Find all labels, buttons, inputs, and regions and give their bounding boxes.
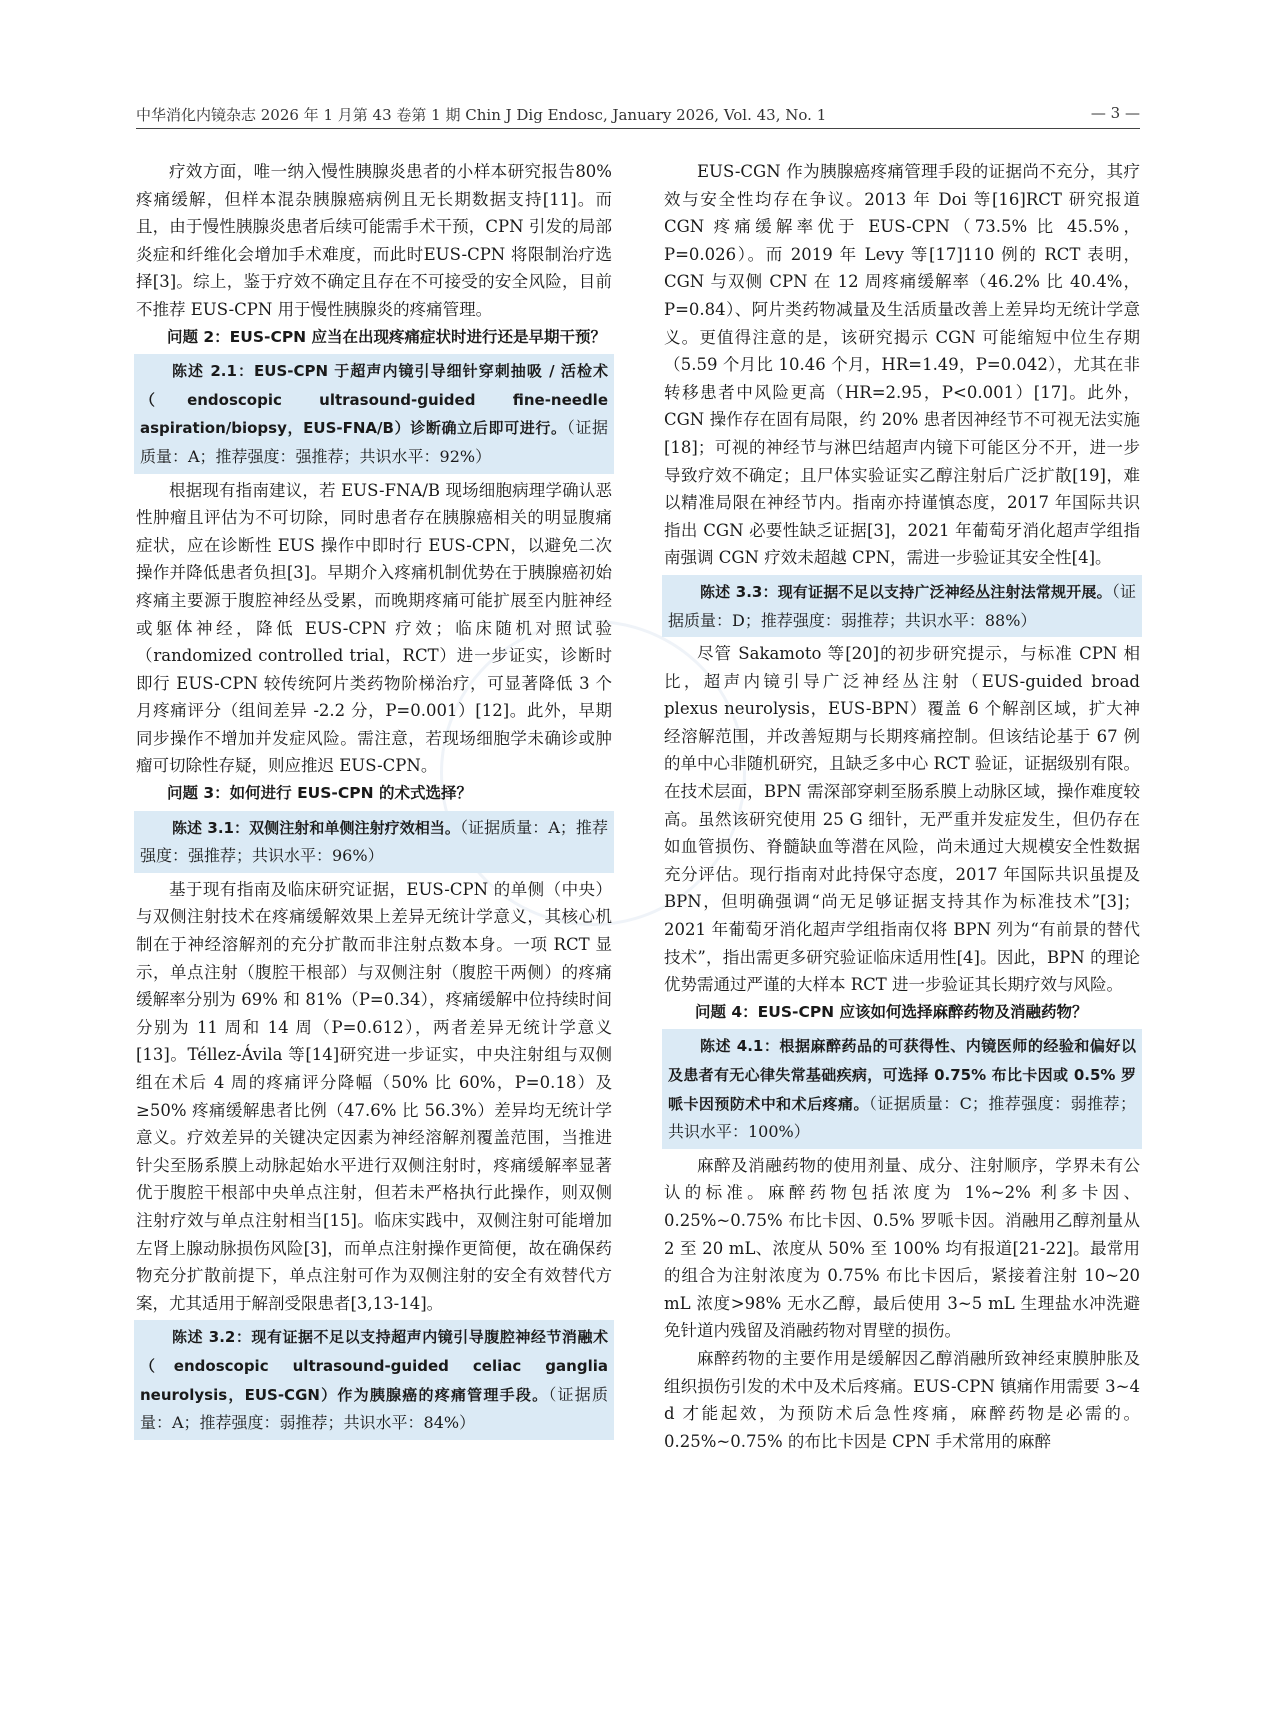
running-header — [136, 104, 1140, 130]
statement-meta: （证据质量：D；推荐强度：弱推荐；共识水平：88%） — [668, 581, 1136, 630]
question-heading: 问题 2：EUS-CPN 应当在出现疼痛症状时进行还是早期干预？ — [167, 327, 607, 346]
statement-meta: （证据质量：C；推荐强度：弱推荐；共识水平：100%） — [668, 1093, 1136, 1142]
statement-box — [134, 354, 614, 473]
paragraph: 尽管 Sakamoto 等[20]的初步研究提示，与标准 CPN 相比，超声内镜引导广泛神经丛注射（EUS-guided broad plexus neurolysis，EUS-BPN）覆盖 6 个解剖区域，扩大神经溶解范围，并改善短期与长期疼痛控制。但该结论基于 67 例的单中心非随机研究，且缺乏多中心 RCT 验证，证据级别有限。在技术层面，BPN 需深部穿刺至肠系膜上动脉区域，操作难度较高。虽然该研究使用 25 G 细针，无严重并发症发生，但仍存在如血管损伤、脊髓缺血等潜在风险，尚未通过大规模安全性数据充分评估。现行指南对此持保守态度，2017 年国际共识虽提及 BPN，但明确强调“尚无足够证据支持其作为标准技术”[3]；2021 年葡萄牙消化超声学组指南仅将 BPN 列为“有前景的替代技术”，指出需更多研究验证临床适用性[4]。因此，BPN 的理论优势需通过严谨的大样本 RCT 进一步验证其长期疗效与风险。 — [664, 644, 1140, 995]
paragraph: EUS-CGN 作为胰腺癌疼痛管理手段的证据尚不充分，其疗效与安全性均存在争议。2013 年 Doi 等[16]RCT 研究报道 CGN 疼痛缓解率优于 EUS-CPN（73.5% 比 45.5%，P=0.026）。而 2019 年 Levy 等[17]110 例的 RCT 表明，CGN 与双侧 CPN 在 12 周疼痛缓解率（46.2% 比 40.4%，P=0.84）、阿片类药物减量及生活质量改善上差异均无统计学意义。更值得注意的是，该研究揭示 CGN 可能缩短中位生存期（5.59 个月比 10.46 个月，HR=1.49，P=0.042），尤其在非转移患者中风险更高（HR=2.95，P<0.001）[17]。此外，CGN 操作存在固有局限，约 20% 患者因神经节不可视无法实施[18]；可视的神经节与淋巴结超声内镜下可能区分不开，进一步导致疗效不确定；且尸体实验证实乙醇注射后广泛扩散[19]，难以精准局限在神经节内。指南亦持谨慎态度，2017 年国际共识指出 CGN 必要性缺乏证据[3]，2021 年葡萄牙消化超声学组指南强调 CGN 疗效未超越 CPN，需进一步验证其安全性[4]。 — [664, 162, 1140, 568]
right-column — [664, 158, 1140, 1455]
question-heading: 问题 4：EUS-CPN 应该如何选择麻醉药物及消融药物？ — [695, 1002, 1088, 1021]
journal-citation: 中华消化内镜杂志 2026 年 1 月第 43 卷第 1 期 Chin J Dig Endosc, January 2026, Vol. 43, No. 1 — [136, 106, 827, 124]
statement-meta: （证据质量：A；推荐强度：强推荐；共识水平：96%） — [140, 817, 608, 866]
paragraph: 疗效方面，唯一纳入慢性胰腺炎患者的小样本研究报告80% 疼痛缓解，但样本混杂胰腺癌病例且无长期数据支持[11]。而且，由于慢性胰腺炎患者后续可能需手术干预，CPN 引发的局部炎症和纤维化会增加手术难度，而此时EUS-CPN 将限制治疗选择[3]。综上，鉴于疗效不确定且存在不可接受的安全风险，目前不推荐 EUS-CPN 用于慢性胰腺炎的疼痛管理。 — [136, 162, 612, 319]
statement-box — [134, 1320, 614, 1439]
statement-box — [662, 575, 1142, 637]
statement-meta: （证据质量：A；推荐强度：弱推荐；共识水平：84%） — [140, 1384, 608, 1433]
statement-text: 陈述 3.2：现有证据不足以支持超声内镜引导腹腔神经节消融术（endoscopic ultrasound-guided celiac ganglia neurolysis，EUS-CGN）作为胰腺癌的疼痛管理手段。 — [140, 1328, 608, 1404]
page-number: — 3 — — [1090, 104, 1140, 122]
paragraph: 麻醉及消融药物的使用剂量、成分、注射顺序，学界未有公认的标准。麻醉药物包括浓度为 1%~2% 利多卡因、0.25%~0.75% 布比卡因、0.5% 罗哌卡因。消融用乙醇剂量从 2 至 20 mL、浓度从 50% 至 100% 均有报道[21-22]。最常用的组合为注射浓度为 0.75% 布比卡因后，紧接着注射 10~20 mL 浓度>98% 无水乙醇，最后使用 3~5 mL 生理盐水冲洗避免针道内残留及消融药物对胃壁的损伤。 — [664, 1155, 1140, 1341]
statement-text: 陈述 4.1：根据麻醉药品的可获得性、内镜医师的经验和偏好以及患者有无心律失常基础疾病，可选择 0.75% 布比卡因或 0.5% 罗哌卡因预防术中和术后疼痛。 — [668, 1037, 1136, 1113]
statement-text: 陈述 2.1：EUS-CPN 于超声内镜引导细针穿刺抽吸 / 活检术（endoscopic ultrasound-guided fine-needle aspiration/biopsy，EUS-FNA/B）诊断确立后即可进行。 — [140, 362, 608, 438]
left-column — [136, 158, 612, 1443]
question-heading: 问题 3：如何进行 EUS-CPN 的术式选择？ — [167, 784, 472, 803]
statement-box — [134, 811, 614, 873]
paragraph: 基于现有指南及临床研究证据，EUS-CPN 的单侧（中央）与双侧注射技术在疼痛缓解效果上差异无统计学意义，其核心机制在于神经溶解剂的充分扩散而非注射点数本身。一项 RCT 显示，单点注射（腹腔干根部）与双侧注射（腹腔干两侧）的疼痛缓解率分别为 69% 和 81%（P=0.34），疼痛缓解中位持续时间分别为 11 周和 14 周（P=0.612），两者差异无统计学意义[13]。Téllez-Ávila 等[14]研究进一步证实，中央注射组与双侧组在术后 4 周的疼痛评分降幅（50% 比 60%，P=0.18）及≥50% 疼痛缓解患者比例（47.6% 比 56.3%）差异均无统计学意义。疗效差异的关键决定因素为神经溶解剂覆盖范围，当推进针尖至肠系膜上动脉起始水平进行双侧注射时，疼痛缓解率显著优于腹腔干根部中央单点注射，但若未严格执行此操作，则双侧注射疗效与单点注射相当[15]。临床实践中，双侧注射可能增加左肾上腺动脉损伤风险[3]，而单点注射操作更简便，故在确保药物充分扩散前提下，单点注射可作为双侧注射的安全有效替代方案，尤其适用于解剖受限患者[3,13-14]。 — [136, 879, 612, 1313]
statement-meta: （证据质量：A；推荐强度：强推荐；共识水平：92%） — [140, 418, 608, 466]
header-rule — [136, 128, 1140, 129]
paragraph: 根据现有指南建议，若 EUS-FNA/B 现场细胞病理学确认恶性肿瘤且评估为不可切除，同时患者存在胰腺癌相关的明显腹痛症状，应在诊断性 EUS 操作中即时行 EUS-CPN，以避免二次操作并降低患者负担[3]。早期介入疼痛机制优势在于胰腺癌初始疼痛主要源于腹腔神经丛受累，而晚期疼痛可能扩展至内脏神经或躯体神经，降低 EUS-CPN 疗效；临床随机对照试验（randomized controlled trial，RCT）进一步证实，诊断时即行 EUS-CPN 较传统阿片类药物阶梯治疗，可显著降低 3 个月疼痛评分（组间差异 -2.2 分，P=0.001）[12]。此外，早期同步操作不增加并发症风险。需注意，若现场细胞学未确诊或肿瘤可切除性存疑，则应推迟 EUS-CPN。 — [136, 480, 612, 776]
paragraph: 麻醉药物的主要作用是缓解因乙醇消融所致神经束膜肿胀及组织损伤引发的术中及术后疼痛。EUS-CPN 镇痛作用需要 3~4 d 才能起效，为预防术后急性疼痛，麻醉药物是必需的。0.25%~0.75% 的布比卡因是 CPN 手术常用的麻醉 — [664, 1348, 1140, 1451]
statement-text: 陈述 3.1：双侧注射和单侧注射疗效相当。 — [172, 818, 460, 837]
statement-text: 陈述 3.3：现有证据不足以支持广泛神经丛注射法常规开展。 — [700, 582, 1112, 601]
statement-box — [662, 1029, 1142, 1148]
